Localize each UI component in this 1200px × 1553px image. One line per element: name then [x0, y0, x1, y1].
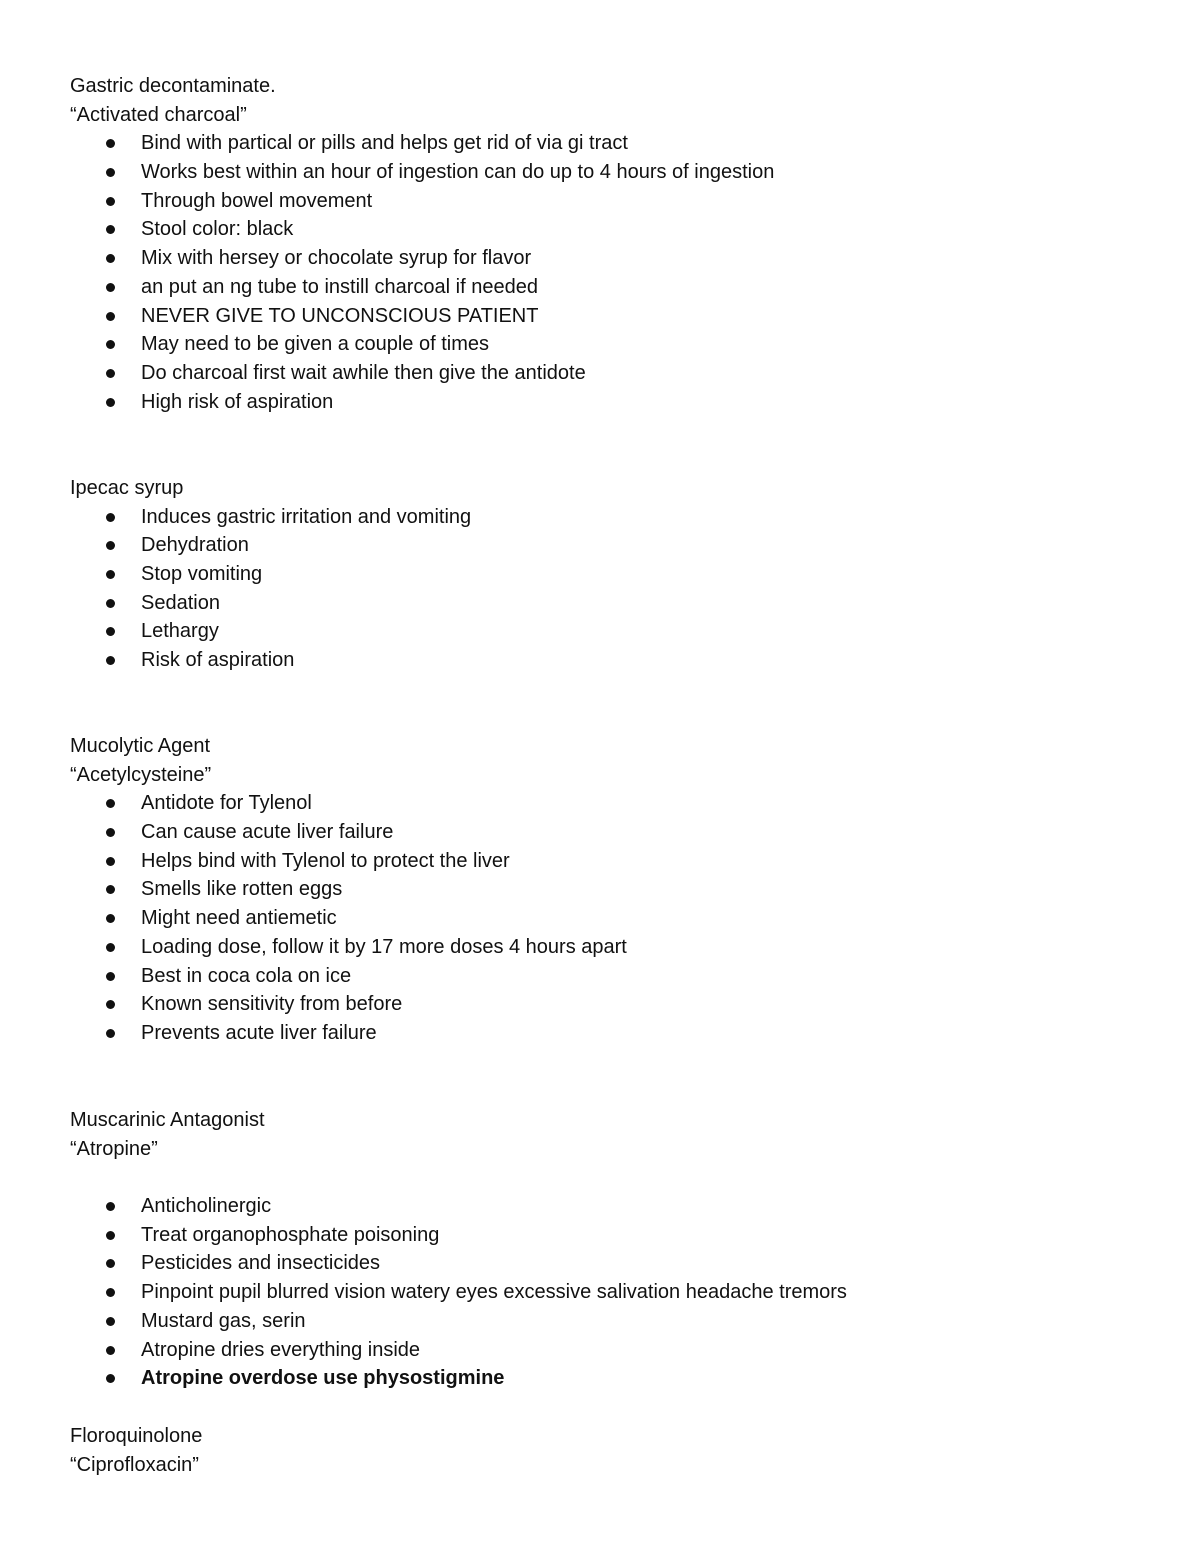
section-ipecac-syrup: [70, 474, 1150, 675]
list-item-bold: Atropine overdose use physostigmine: [70, 1364, 1150, 1393]
list-item: NEVER GIVE TO UNCONSCIOUS PATIENT: [70, 302, 1150, 331]
list-item: Can cause acute liver failure: [70, 818, 1150, 847]
list-item: Atropine dries everything inside: [70, 1336, 1150, 1365]
list-item: Lethargy: [70, 617, 1150, 646]
bullet-icon: [106, 914, 115, 923]
bullet-icon: [106, 1202, 115, 1211]
list-item: Through bowel movement: [70, 187, 1150, 216]
bullet-icon: [106, 283, 115, 292]
bullet-icon: [106, 139, 115, 148]
bullet-icon: [106, 225, 115, 234]
section-heading: Ipecac syrup: [70, 477, 184, 499]
list-item: Do charcoal first wait awhile then give the antidote: [70, 359, 1150, 388]
section-heading: Floroquinolone: [70, 1425, 203, 1447]
section-ciprofloxacin: [70, 1422, 1150, 1479]
bullet-icon: [106, 541, 115, 550]
drug-name: “Atropine”: [70, 1137, 158, 1160]
bullet-icon: [106, 1231, 115, 1240]
bullet-icon: [106, 885, 115, 894]
bullet-icon: [106, 1317, 115, 1326]
section-heading: Mucolytic Agent: [70, 735, 211, 757]
list-item: Bind with partical or pills and helps get rid of via gi tract: [70, 129, 1150, 158]
blank-line: [70, 1163, 1150, 1192]
bullet-icon: [106, 1259, 115, 1268]
drug-name: “Activated charcoal”: [70, 103, 247, 126]
bullet-icon: [106, 570, 115, 579]
bullet-icon: [106, 943, 115, 952]
bullet-icon: [106, 513, 115, 522]
bullet-icon: [106, 312, 115, 321]
bullet-list: [70, 503, 1150, 675]
bullet-list: [70, 1192, 1150, 1393]
bullet-icon: [106, 1288, 115, 1297]
list-item: Risk of aspiration: [70, 646, 1150, 675]
bullet-list: [70, 789, 1150, 1047]
list-item: Treat organophosphate poisoning: [70, 1221, 1150, 1250]
list-item: Dehydration: [70, 531, 1150, 560]
list-item: Best in coca cola on ice: [70, 962, 1150, 991]
list-item: Sedation: [70, 589, 1150, 618]
bullet-list: [70, 129, 1150, 416]
list-item: May need to be given a couple of times: [70, 330, 1150, 359]
list-item: Pesticides and insecticides: [70, 1249, 1150, 1278]
bullet-icon: [106, 254, 115, 263]
section-atropine: [70, 1106, 1150, 1393]
bullet-icon: [106, 369, 115, 378]
section-heading: Muscarinic Antagonist: [70, 1109, 265, 1131]
bullet-icon: [106, 857, 115, 866]
list-item: Helps bind with Tylenol to protect the liver: [70, 847, 1150, 876]
bullet-icon: [106, 168, 115, 177]
list-item: Antidote for Tylenol: [70, 789, 1150, 818]
bullet-icon: [106, 340, 115, 349]
list-item: Works best within an hour of ingestion can do up to 4 hours of ingestion: [70, 158, 1150, 187]
list-item: Pinpoint pupil blurred vision watery eyes excessive salivation headache tremors: [70, 1278, 1150, 1307]
bullet-icon: [106, 656, 115, 665]
bullet-icon: [106, 398, 115, 407]
bullet-icon: [106, 799, 115, 808]
bullet-icon: [106, 1000, 115, 1009]
bullet-icon: [106, 1346, 115, 1355]
list-item: Might need antiemetic: [70, 904, 1150, 933]
list-item: Stool color: black: [70, 215, 1150, 244]
bullet-icon: [106, 197, 115, 206]
list-item: an put an ng tube to instill charcoal if needed: [70, 273, 1150, 302]
bullet-icon: [106, 972, 115, 981]
list-item: Mix with hersey or chocolate syrup for flavor: [70, 244, 1150, 273]
bullet-icon: [106, 599, 115, 608]
drug-name: “Ciprofloxacin”: [70, 1453, 199, 1476]
list-item: Known sensitivity from before: [70, 990, 1150, 1019]
list-item: Induces gastric irritation and vomiting: [70, 503, 1150, 532]
bullet-icon: [106, 1029, 115, 1038]
list-item: Mustard gas, serin: [70, 1307, 1150, 1336]
section-acetylcysteine: [70, 732, 1150, 1048]
drug-name: “Acetylcysteine”: [70, 763, 212, 786]
list-item: Loading dose, follow it by 17 more doses 4 hours apart: [70, 933, 1150, 962]
list-item: High risk of aspiration: [70, 388, 1150, 417]
list-item: Smells like rotten eggs: [70, 875, 1150, 904]
bullet-icon: [106, 828, 115, 837]
list-item: Anticholinergic: [70, 1192, 1150, 1221]
bullet-icon: [106, 627, 115, 636]
section-heading: Gastric decontaminate.: [70, 75, 276, 97]
list-item: Prevents acute liver failure: [70, 1019, 1150, 1048]
list-item: Stop vomiting: [70, 560, 1150, 589]
section-activated-charcoal: [70, 72, 1150, 416]
bullet-icon: [106, 1374, 115, 1383]
